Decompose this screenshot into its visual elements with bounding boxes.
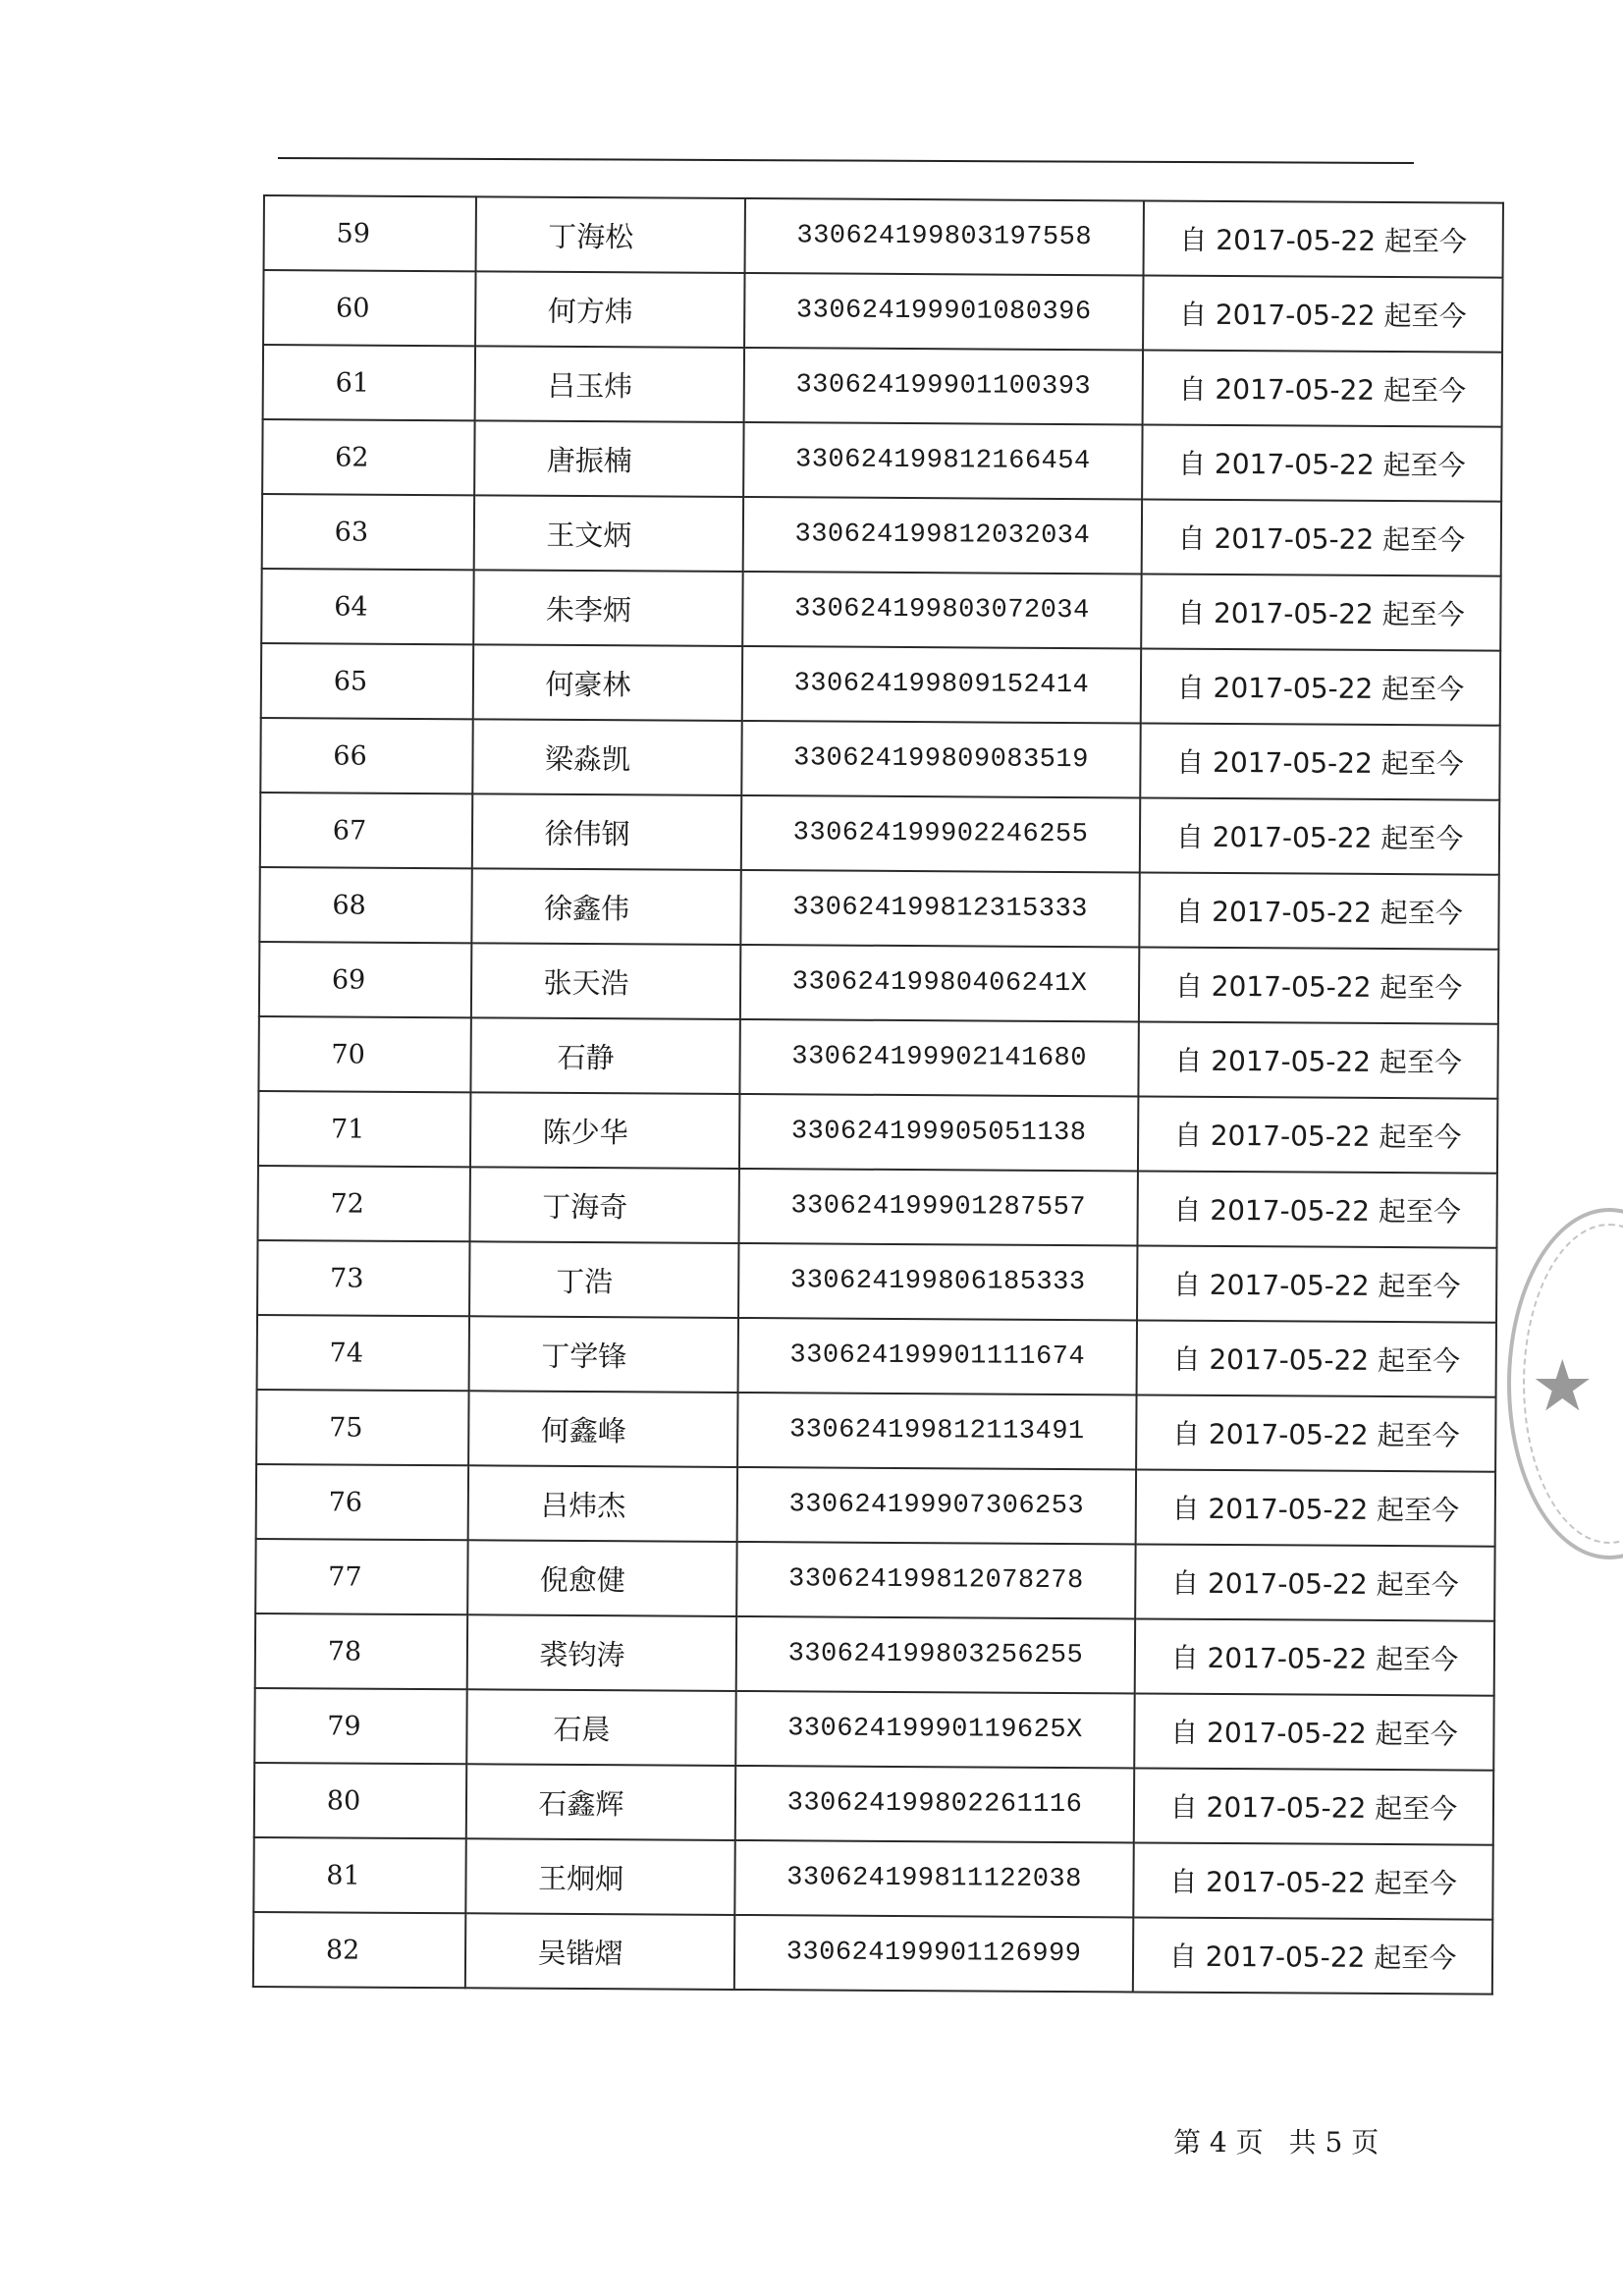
id-number: 330624199803256255 [736,1616,1135,1693]
row-number: 80 [254,1763,466,1838]
table-row [257,1315,1496,1397]
header-rule [278,157,1414,164]
table-row [260,793,1499,875]
row-number: 64 [261,569,473,644]
membership-period: 自 2017-05-22 起至今 [1136,1394,1495,1471]
table-row [256,1464,1495,1547]
person-name: 徐鑫伟 [471,868,740,945]
membership-period: 自 2017-05-22 起至今 [1136,1469,1495,1546]
table-row [259,942,1498,1024]
id-number: 33062419990119625X [735,1691,1134,1768]
roster-table-wrapper [252,194,1504,1995]
membership-period: 自 2017-05-22 起至今 [1144,200,1503,277]
id-number: 330624199901126999 [734,1915,1133,1992]
person-name: 梁淼凯 [472,719,741,795]
membership-period: 自 2017-05-22 起至今 [1134,1693,1493,1770]
row-number: 69 [259,942,471,1017]
row-number: 75 [256,1390,468,1465]
table-row [255,1539,1494,1621]
table-row [258,1091,1497,1174]
id-number: 330624199803072034 [742,572,1141,648]
row-number: 65 [261,643,473,719]
id-number: 330624199812166454 [743,422,1142,499]
row-number: 70 [258,1016,470,1092]
id-number: 330624199803197558 [745,198,1144,275]
table-row [261,569,1500,651]
row-number: 76 [256,1464,468,1540]
id-number: 330624199809152414 [742,646,1141,723]
membership-period: 自 2017-05-22 起至今 [1142,499,1501,575]
table-row [262,494,1501,576]
id-number: 330624199902141680 [739,1019,1138,1096]
person-name: 石静 [470,1017,739,1094]
membership-period: 自 2017-05-22 起至今 [1138,1096,1497,1173]
table-row [253,1912,1492,1995]
id-number: 330624199901080396 [744,273,1143,350]
membership-period: 自 2017-05-22 起至今 [1133,1917,1492,1994]
id-number: 330624199812032034 [743,497,1142,574]
id-number: 330624199811122038 [734,1840,1133,1917]
membership-period: 自 2017-05-22 起至今 [1141,648,1500,725]
membership-period: 自 2017-05-22 起至今 [1139,947,1498,1023]
row-number: 79 [254,1688,466,1764]
row-number: 67 [260,793,472,868]
person-name: 丁浩 [469,1241,738,1318]
membership-period: 自 2017-05-22 起至今 [1137,1171,1496,1247]
row-number: 81 [253,1837,465,1913]
page-footer [1173,2121,1379,2160]
table-row [259,867,1498,950]
person-name: 丁学锋 [469,1316,738,1393]
id-number: 330624199812113491 [737,1393,1136,1469]
table-row [257,1166,1496,1248]
row-number: 59 [264,195,476,271]
star-icon: ★ [1531,1344,1595,1427]
table-row [260,718,1499,800]
membership-period: 自 2017-05-22 起至今 [1137,1245,1496,1322]
person-name: 吕炜杰 [468,1465,737,1542]
row-number: 68 [259,867,471,943]
id-number: 330624199902246255 [741,795,1140,872]
membership-period: 自 2017-05-22 起至今 [1135,1544,1494,1620]
row-number: 77 [255,1539,467,1614]
row-number: 73 [257,1240,469,1316]
official-seal [1507,1208,1623,1559]
table-row [261,643,1500,726]
row-number: 72 [257,1166,469,1241]
membership-period: 自 2017-05-22 起至今 [1140,723,1499,799]
membership-period: 自 2017-05-22 起至今 [1143,275,1502,352]
person-name: 陈少华 [470,1092,739,1169]
table-row [262,419,1501,502]
row-number: 62 [262,419,474,495]
page-number-total: 共 5 页 [1288,2126,1380,2159]
person-name: 石鑫辉 [466,1764,735,1840]
table-row [253,1837,1492,1920]
row-number: 74 [257,1315,469,1391]
person-name: 何鑫峰 [468,1391,737,1467]
person-name: 唐振楠 [474,420,743,497]
table-row [264,195,1503,278]
membership-period: 自 2017-05-22 起至今 [1143,350,1502,426]
roster-table [252,194,1504,1995]
id-number: 33062419980406241X [740,945,1139,1021]
id-number: 330624199809083519 [741,721,1140,797]
id-number: 330624199812078278 [736,1542,1135,1618]
membership-period: 自 2017-05-22 起至今 [1134,1768,1493,1844]
row-number: 71 [258,1091,470,1167]
table-row [255,1613,1494,1696]
roster-table-body [253,195,1503,1995]
id-number: 330624199901111674 [738,1318,1137,1394]
id-number: 330624199806185333 [738,1243,1137,1320]
table-row [263,270,1502,353]
membership-period: 自 2017-05-22 起至今 [1140,797,1499,874]
page-number-current: 第 4 页 [1173,2126,1264,2159]
person-name: 石晨 [466,1689,735,1766]
table-row [254,1688,1493,1771]
id-number: 330624199905051138 [739,1094,1138,1171]
person-name: 倪愈健 [467,1540,736,1616]
person-name: 朱李炳 [473,570,742,646]
person-name: 吴锴熠 [465,1913,734,1990]
row-number: 66 [260,718,472,793]
person-name: 何方炜 [475,271,744,348]
id-number: 330624199907306253 [737,1467,1136,1544]
person-name: 丁海松 [476,196,745,273]
person-name: 张天浩 [471,943,740,1019]
row-number: 60 [263,270,475,346]
person-name: 何豪林 [473,644,742,721]
membership-period: 自 2017-05-22 起至今 [1138,1021,1497,1098]
id-number: 330624199802261116 [735,1766,1134,1842]
row-number: 63 [262,494,474,570]
membership-period: 自 2017-05-22 起至今 [1141,574,1500,650]
id-number: 330624199901287557 [738,1169,1137,1245]
row-number: 82 [253,1912,465,1988]
id-number: 330624199901100393 [744,348,1143,424]
membership-period: 自 2017-05-22 起至今 [1135,1618,1494,1695]
table-row [257,1240,1496,1323]
person-name: 徐伟钢 [472,793,741,870]
table-row [256,1390,1495,1472]
membership-period: 自 2017-05-22 起至今 [1133,1842,1492,1919]
table-row [258,1016,1497,1099]
table-row [254,1763,1493,1845]
table-row [263,345,1502,427]
person-name: 王文炳 [474,495,743,572]
row-number: 61 [263,345,475,420]
person-name: 王炯炯 [465,1838,734,1915]
person-name: 吕玉炜 [475,346,744,422]
id-number: 330624199812315333 [740,870,1139,947]
person-name: 丁海奇 [469,1167,738,1243]
membership-period: 自 2017-05-22 起至今 [1139,872,1498,949]
person-name: 裘钧涛 [467,1614,736,1691]
membership-period: 自 2017-05-22 起至今 [1137,1320,1496,1396]
row-number: 78 [255,1613,467,1689]
membership-period: 自 2017-05-22 起至今 [1142,424,1501,501]
